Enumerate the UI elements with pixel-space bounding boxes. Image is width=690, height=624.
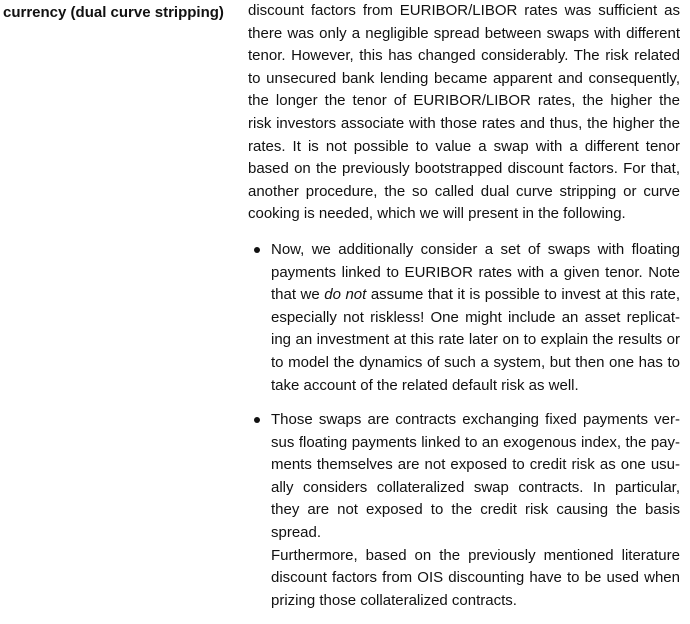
emphasis-text: do not [324,286,367,304]
text-line: risk investors associate with those rates and thus, the higher the [248,114,680,132]
text-line: discount factors from OIS discounting have to be used when [271,569,680,587]
text-line: there was only a negligible spread between swaps with different [248,24,680,42]
text-line: Furthermore, based on the previously mentioned literature [271,546,680,564]
text-line: take account of the related default risk as well. [271,376,579,394]
text-fragment: that we [271,286,325,304]
bullet-icon [254,247,260,253]
bullet-list [248,239,680,613]
text-line: payments linked to EURIBOR rates with a given tenor. Note [271,263,680,281]
text-line: tenor. However, this has changed considerably. The risk related [248,47,680,65]
text-line: to unsecured bank lending became apparent and consequently, [248,69,680,87]
text-line: another procedure, the so called dual curve stripping or curve [248,182,680,200]
text-line: Those swaps are contracts exchanging fixed payments ver- [271,411,680,429]
text-line: they are not exposed to the credit risk causing the basis spread. [271,501,680,542]
text-line [271,284,680,307]
list-item [248,409,680,612]
text-line: discount factors from EURIBOR/LIBOR rates was sufficient as [248,2,680,19]
text-line: to model the dynamics of such a system, but then one has to [271,353,680,371]
text-line: ally considers collateralized swap contracts. In particular, [271,478,680,496]
text-line: Now, we additionally consider a set of swaps with floating [271,240,680,258]
list-item [248,239,680,397]
section-heading: currency (dual curve stripping) [3,4,224,21]
intro-paragraph [248,0,680,226]
text-line: the longer the tenor of EURIBOR/LIBOR rates, the higher the [248,92,680,110]
text-fragment: assume that it is possible to invest at this rate, [366,286,680,304]
text-line: ing an investment at this rate later on to explain the results or [271,331,680,349]
text-line: ments themselves are not exposed to credit risk as one usu- [271,456,680,474]
text-line: especially not riskless! One might include an asset replicat- [271,308,680,326]
bullet-icon [254,417,260,423]
text-line: cooking is needed, which we will present in the following. [248,205,626,223]
body-text [248,0,680,624]
text-line: based on the previously bootstrapped discount factors. For that, [248,160,680,178]
text-line: sus floating payments linked to an exogenous index, the pay- [271,433,680,451]
text-line: prizing those collateralized contracts. [271,591,517,609]
text-line: rates. It is not possible to value a swap with a different tenor [248,137,680,155]
